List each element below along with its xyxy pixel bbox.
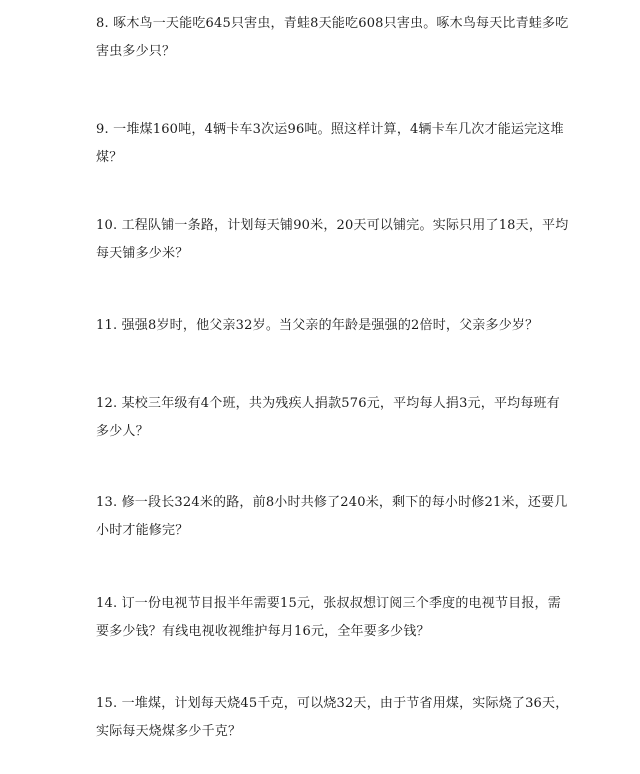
problem-11 — [96, 312, 576, 340]
problem-line: 要多少钱？有线电视收视维护每月16元，全年要多少钱？ — [96, 624, 430, 639]
problem-15 — [96, 690, 576, 746]
problem-line: 实际每天烧煤多少千克？ — [96, 724, 242, 739]
problem-line: 每天铺多少米？ — [96, 246, 189, 261]
problem-line: 14. 订一份电视节目报半年需要15元，张叔叔想订阅三个季度的电视节目报，需 — [96, 596, 561, 611]
problem-line: 9. 一堆煤160吨，4辆卡车3次运96吨。照这样计算，4辆卡车几次才能运完这堆 — [96, 122, 564, 137]
problem-line: 小时才能修完？ — [96, 523, 189, 538]
problem-14 — [96, 590, 576, 646]
problem-line: 11. 强强8岁时，他父亲32岁。当父亲的年龄是强强的2倍时，父亲多少岁？ — [96, 318, 539, 333]
problem-9 — [96, 116, 576, 172]
problem-line: 15. 一堆煤，计划每天烧45千克，可以烧32天，由于节省用煤，实际烧了36天， — [96, 696, 569, 711]
problem-10 — [96, 212, 576, 268]
problem-line: 8. 啄木鸟一天能吃645只害虫，青蛙8天能吃608只害虫。啄木鸟每天比青蛙多吃 — [96, 16, 569, 31]
problem-line: 13. 修一段长324米的路，前8小时共修了240米，剩下的每小时修21米，还要几 — [96, 495, 568, 510]
problem-8 — [96, 10, 576, 66]
problem-13 — [96, 489, 576, 545]
problem-12 — [96, 390, 576, 446]
problem-line: 煤？ — [96, 150, 123, 165]
problem-line: 12. 某校三年级有4个班，共为残疾人捐款576元，平均每人捐3元，平均每班有 — [96, 396, 560, 411]
problem-line: 多少人？ — [96, 424, 149, 439]
problem-line: 害虫多少只？ — [96, 44, 176, 59]
problem-line: 10. 工程队铺一条路，计划每天铺90米，20天可以铺完。实际只用了18天，平均 — [96, 218, 569, 233]
